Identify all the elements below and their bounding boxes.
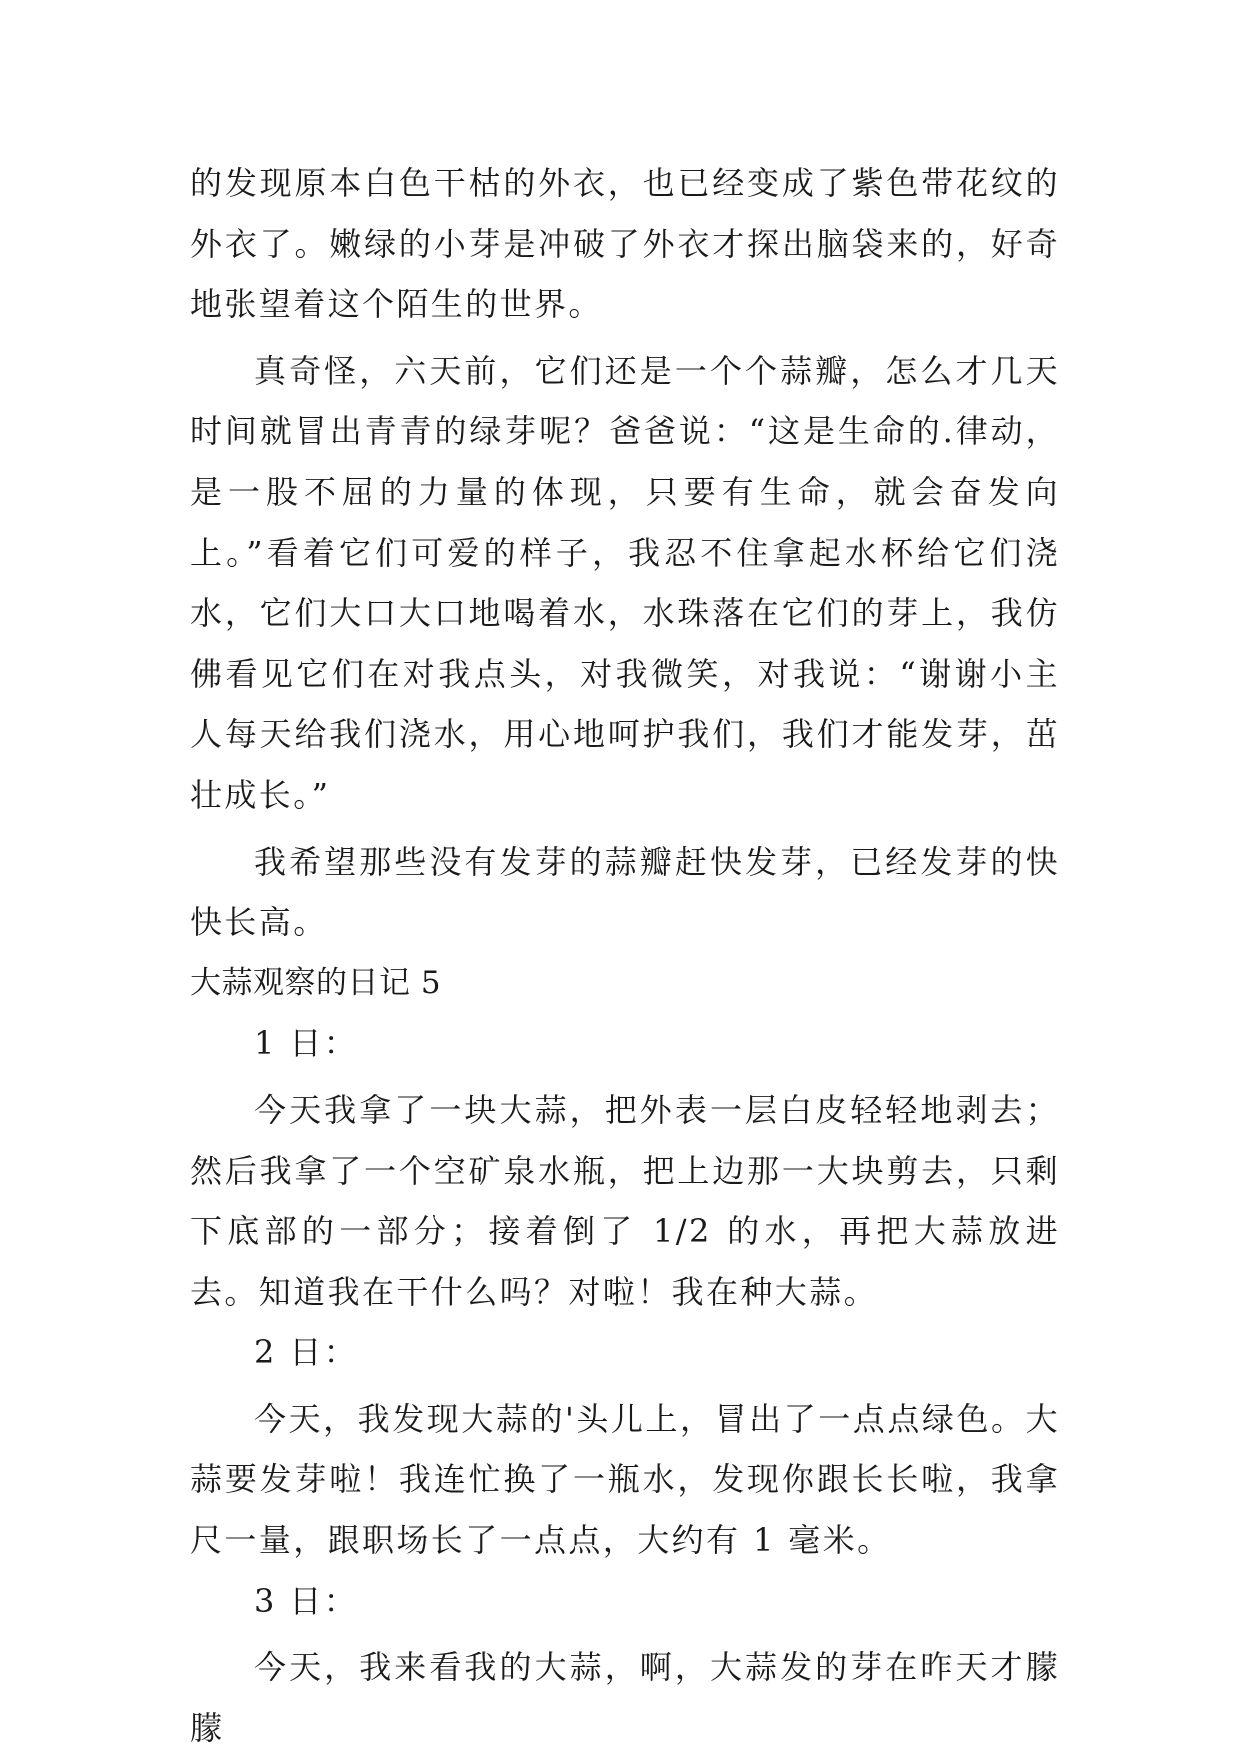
paragraph-hope: 我希望那些没有发芽的蒜瓣赶快发芽，已经发芽的快快长高。 bbox=[190, 842, 1060, 942]
day-label-3: 3 日： bbox=[254, 1581, 359, 1620]
entry-text-2: 今天，我发现大蒜的'头儿上，冒出了一点点绿色。大蒜要发芽啦！我连忙换了一瓶水，发现你跟长长啦，我拿尺一量，跟职场长了一点点，大约有 1 毫米。 bbox=[190, 1399, 1060, 1560]
day-label-2: 2 日： bbox=[254, 1333, 359, 1372]
document-body bbox=[190, 153, 1060, 1758]
entry-text-3: 今天，我来看我的大蒜，啊，大蒜发的芽在昨天才朦朦 bbox=[190, 1648, 1060, 1747]
paragraph-continuation: 的发现原本白色干枯的外衣，也已经变成了紫色带花纹的外衣了。嫩绿的小芽是冲破了外衣才探出脑袋来的，好奇地张望着这个陌生的世界。 bbox=[190, 164, 1060, 324]
day-label-1: 1 日： bbox=[254, 1024, 359, 1063]
section-title: 大蒜观察的日记 5 bbox=[190, 964, 442, 1001]
entry-text-1: 今天我拿了一块大蒜，把外表一层白皮轻轻地剥去；然后我拿了一个空矿泉水瓶，把上边那一大块剪去，只剩下底部的一部分；接着倒了 1/2 的水，再把大蒜放进去。知道我在干什么吗？对啦！我在种大蒜。 bbox=[190, 1090, 1060, 1311]
paragraph-dad-says: 真奇怪，六天前，它们还是一个个蒜瓣，怎么才几天时间就冒出青青的绿芽呢？爸爸说：“这是生命的.律动，是一股不屈的力量的体现，只要有生命，就会奋发向上。”看着它们可爱的样子，我忍不住拿起水杯给它们浇水，它们大口大口地喝着水，水珠落在它们的芽上，我仿佛看见它们在对我点头，对我微笑，对我说：“谢谢小主人每天给我们浇水，用心地呵护我们，我们才能发芽，茁壮成长。” bbox=[190, 351, 1060, 814]
